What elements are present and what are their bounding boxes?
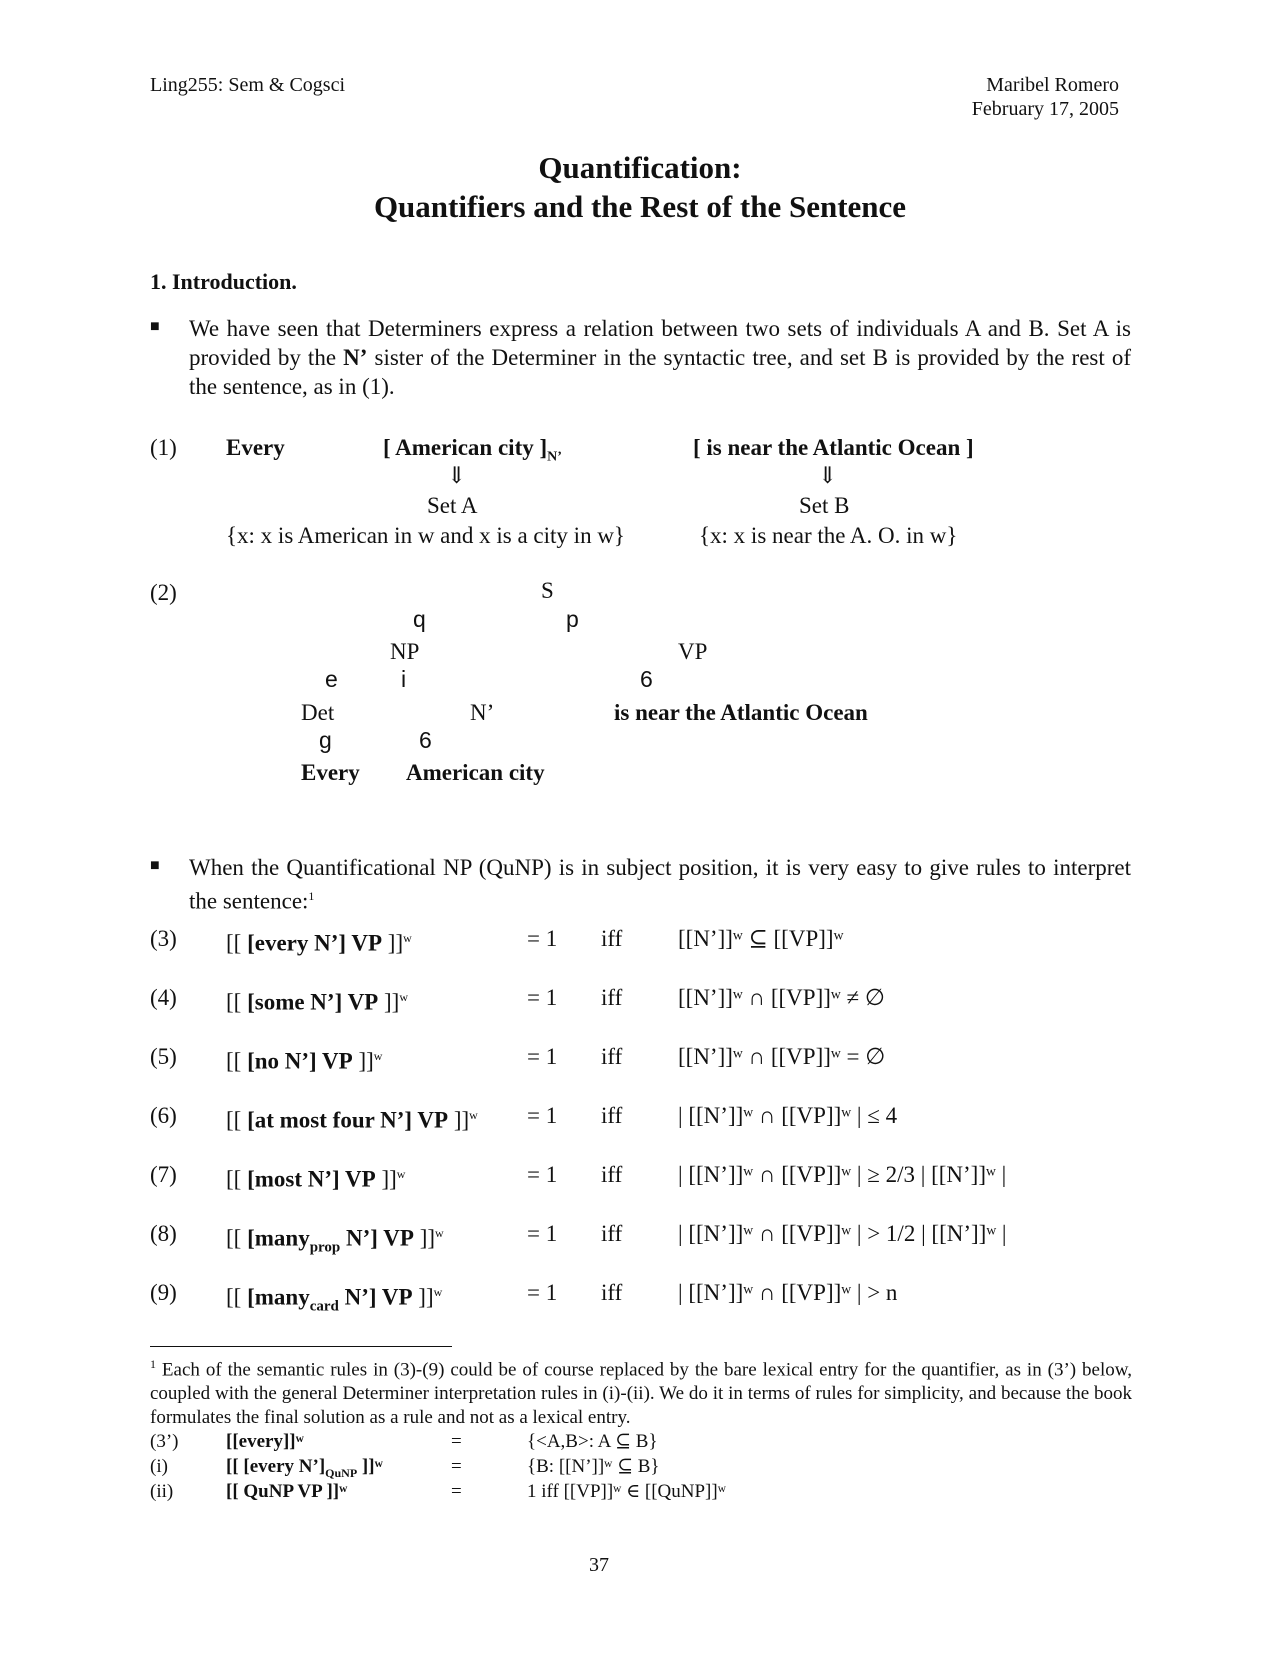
rule-number: (7) [150,1162,177,1187]
example-number: (1) [150,435,177,460]
footnote-rule-rhs: {B: [[N’]]ʷ ⊆ B} [527,1456,660,1477]
bullet-icon: ■ [150,857,160,874]
rule-lhs: [[ [most N’] VP ]]$^w$ [226,1166,406,1192]
rule-rhs: | [[N’]]ʷ ∩ [[VP]]ʷ | > 1/2 | [[N’]]ʷ | [678,1221,1007,1246]
bullet-paragraph-1: We have seen that Determiners express a relation between two sets of individuals A and B. Set A is provided by the N’ sister of the Determiner in the syntactic tree, and set B is provided by the rest of the sentence, as in (1). [189,316,1132,399]
footnote-rule-number: (i) [150,1456,168,1477]
rule-lhs: [[ [many$_{card}$ N’] VP ]]$^w$ [226,1284,443,1315]
set-b-definition: {x: x is near the A. O. in w} [699,523,958,548]
footnote-rule-rhs: {<A,B>: A ⊆ B} [527,1431,658,1452]
tree-node-s: S [541,578,554,603]
footnote-rule-number: (ii) [150,1481,174,1502]
rule-iff: iff [601,1044,623,1069]
rule-rhs: [[N’]]ʷ ∩ [[VP]]ʷ ≠ ∅ [678,985,885,1010]
rule-number: (9) [150,1280,177,1305]
footnote-rule-equals: = [451,1456,462,1477]
rule-number: (8) [150,1221,177,1246]
rule-lhs: [[ [every N’] VP ]]$^w$ [226,930,412,956]
arrow-icon: ⇓ [447,463,467,488]
footnote-rule-lhs: [[ QuNP VP ]]ʷ [226,1481,348,1502]
rule-rhs: | [[N’]]ʷ ∩ [[VP]]ʷ | > n [678,1280,898,1305]
ex1-nbar: [ American city ]$_{N’}$ [383,435,562,465]
rule-equals: = 1 [527,1103,558,1128]
rule-iff: iff [601,926,623,951]
rule-equals: = 1 [527,1280,558,1305]
rule-iff: iff [601,1221,623,1246]
rule-iff: iff [601,1103,623,1128]
footnote-rule-number: (3’) [150,1431,179,1452]
author-header: Maribel Romero [986,74,1119,96]
footnote-rule-equals: = [451,1431,462,1452]
tree-branch-glyph: e [325,666,338,692]
set-a-definition: {x: x is American in w and x is a city in w} [226,523,625,548]
rule-lhs: [[ [at most four N’] VP ]]$^w$ [226,1107,478,1133]
ex1-vp: [ is near the Atlantic Ocean ] [693,435,974,460]
example-number: (2) [150,580,177,605]
tree-leaf-vp: is near the Atlantic Ocean [614,700,868,725]
tree-node-det: Det [301,700,335,725]
bullet-paragraph-2: When the Quantificational NP (QuNP) is in subject position, it is very easy to give rules to interpret the sentence:$^1$ [189,855,1131,914]
rule-equals: = 1 [527,985,558,1010]
tree-node-vp: VP [678,639,708,664]
footnote-rule-rhs: 1 iff [[VP]]ʷ ∈ [[QuNP]]ʷ [527,1481,726,1502]
page-title-line1: Quantification: [538,150,742,185]
footnote-rule-lhs: [[every]]ʷ [226,1431,304,1452]
set-b-label: Set B [799,493,850,518]
tree-branch-glyph: p [566,606,579,632]
arrow-icon: ⇓ [818,463,838,488]
date-header: February 17, 2005 [971,98,1119,120]
page-title-line2: Quantifiers and the Rest of the Sentence [373,189,907,224]
rule-number: (3) [150,926,177,951]
footnote-rule-equals: = [451,1481,462,1502]
page-number: 37 [589,1554,609,1576]
footnote-divider [150,1346,452,1347]
rule-equals: = 1 [527,926,558,951]
tree-triangle-glyph: 6 [419,727,432,753]
course-header: Ling255: Sem & Cogsci [150,74,345,96]
rule-lhs: [[ [no N’] VP ]]$^w$ [226,1048,383,1074]
ex1-det: Every [226,435,285,460]
rule-rhs: [[N’]]ʷ ⊆ [[VP]]ʷ [678,926,844,951]
footnote-rule-lhs: [[ [every $N’]_{QuNP}$ ]]ʷ [226,1456,383,1480]
tree-leaf-det: Every [301,760,360,785]
footnote-text: $^1$ Each of the semantic rules in (3)-(9) could be of course replaced by the bare lexical entry for the quantifier, as in (3’) below, coupled with the general Determiner interpretation rules in (i)-(ii). We do it in terms of rules for simplicity, and because the book formulates the final solution as a rule and not as a lexical entry. [150,1357,1132,1429]
rule-number: (5) [150,1044,177,1069]
tree-triangle-glyph: 6 [640,666,653,692]
rule-rhs: | [[N’]]ʷ ∩ [[VP]]ʷ | ≤ 4 [678,1103,898,1128]
rule-iff: iff [601,1280,623,1305]
rule-iff: iff [601,1162,623,1187]
tree-leaf-nbar: American city [406,760,545,785]
tree-branch-glyph: g [319,727,332,753]
tree-branch-glyph: q [413,606,426,632]
set-a-label: Set A [427,493,478,518]
rule-equals: = 1 [527,1162,558,1187]
rule-equals: = 1 [527,1221,558,1246]
tree-node-nbar: N’ [470,700,495,725]
rule-lhs: [[ [some N’] VP ]]$^w$ [226,989,408,1015]
tree-branch-glyph: i [401,666,407,692]
rule-rhs: [[N’]]ʷ ∩ [[VP]]ʷ = ∅ [678,1044,886,1069]
tree-node-np: NP [390,639,420,664]
rule-equals: = 1 [527,1044,558,1069]
rule-iff: iff [601,985,623,1010]
section-heading: 1. Introduction. [150,269,297,294]
rule-rhs: | [[N’]]ʷ ∩ [[VP]]ʷ | ≥ 2/3 | [[N’]]ʷ | [678,1162,1007,1187]
rule-lhs: [[ [many$_{prop}$ N’] VP ]]$^w$ [226,1225,444,1256]
rule-number: (6) [150,1103,177,1128]
bullet-icon: ■ [150,318,160,335]
rule-number: (4) [150,985,177,1010]
